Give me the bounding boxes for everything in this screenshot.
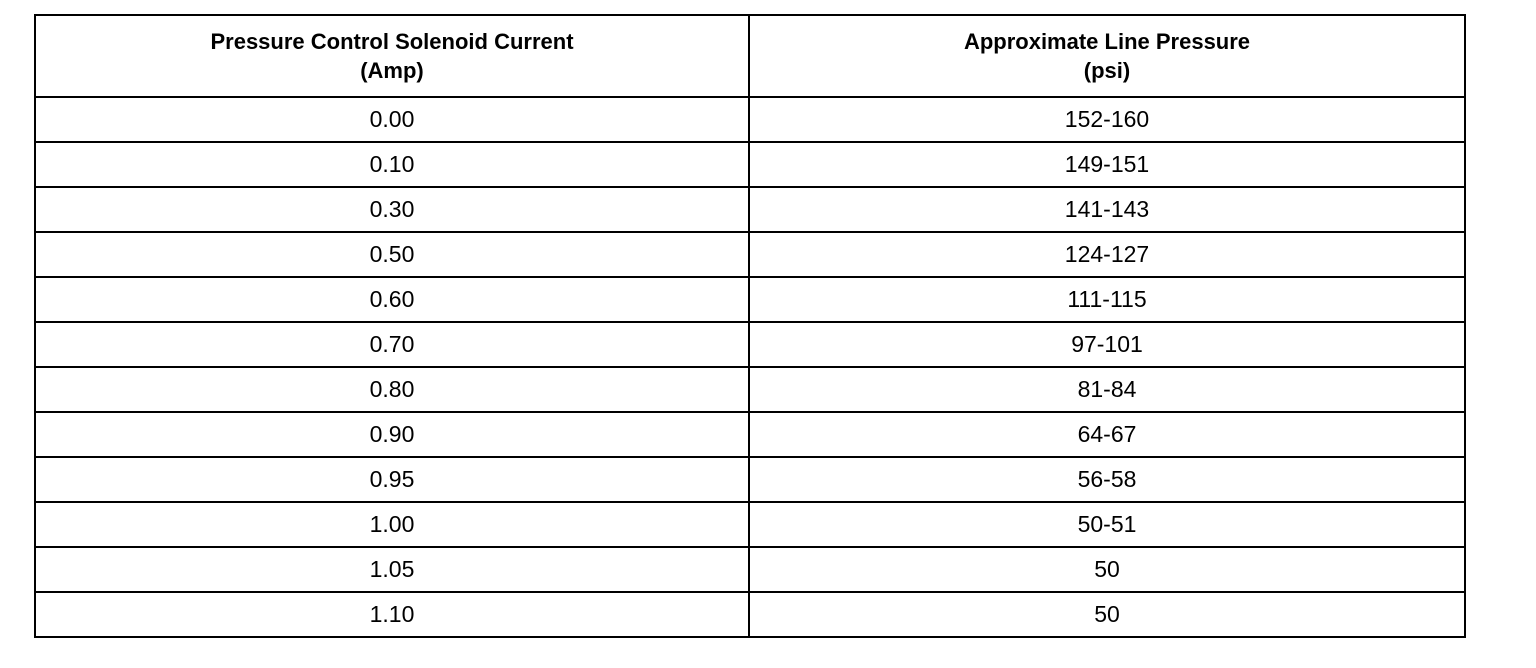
table-row [35,412,1465,457]
header-line-pressure [749,15,1465,97]
header-solenoid-current [35,15,749,97]
table-row [35,277,1465,322]
header-row [35,15,1465,97]
pressure-cell: 81-84 [749,367,1465,412]
current-cell: 0.80 [35,367,749,412]
pressure-cell: 50 [749,547,1465,592]
pressure-cell: 97-101 [749,322,1465,367]
current-cell: 1.00 [35,502,749,547]
current-cell: 0.10 [35,142,749,187]
table-row [35,142,1465,187]
table-row [35,502,1465,547]
table-row [35,322,1465,367]
table-row [35,367,1465,412]
header-solenoid-current-unit: (Amp) [360,58,424,83]
pressure-cell: 141-143 [749,187,1465,232]
pressure-table [34,14,1466,638]
current-cell: 0.60 [35,277,749,322]
current-cell: 0.00 [35,97,749,142]
current-cell: 0.70 [35,322,749,367]
header-line-pressure-unit: (psi) [1083,58,1131,83]
pressure-cell: 50 [749,592,1465,637]
header-solenoid-current-title: Pressure Control Solenoid Current [210,29,574,54]
table-row [35,232,1465,277]
current-cell: 1.05 [35,547,749,592]
pressure-cell: 50-51 [749,502,1465,547]
pressure-cell: 56-58 [749,457,1465,502]
current-cell: 0.50 [35,232,749,277]
pressure-cell: 149-151 [749,142,1465,187]
pressure-table-container [34,14,1464,638]
table-row [35,592,1465,637]
pressure-cell: 111-115 [749,277,1465,322]
current-cell: 0.90 [35,412,749,457]
table-row [35,97,1465,142]
pressure-cell: 124-127 [749,232,1465,277]
header-line-pressure-title: Approximate Line Pressure [963,29,1251,54]
pressure-cell: 64-67 [749,412,1465,457]
pressure-cell: 152-160 [749,97,1465,142]
current-cell: 0.95 [35,457,749,502]
current-cell: 0.30 [35,187,749,232]
current-cell: 1.10 [35,592,749,637]
table-row [35,457,1465,502]
table-row [35,187,1465,232]
table-row [35,547,1465,592]
